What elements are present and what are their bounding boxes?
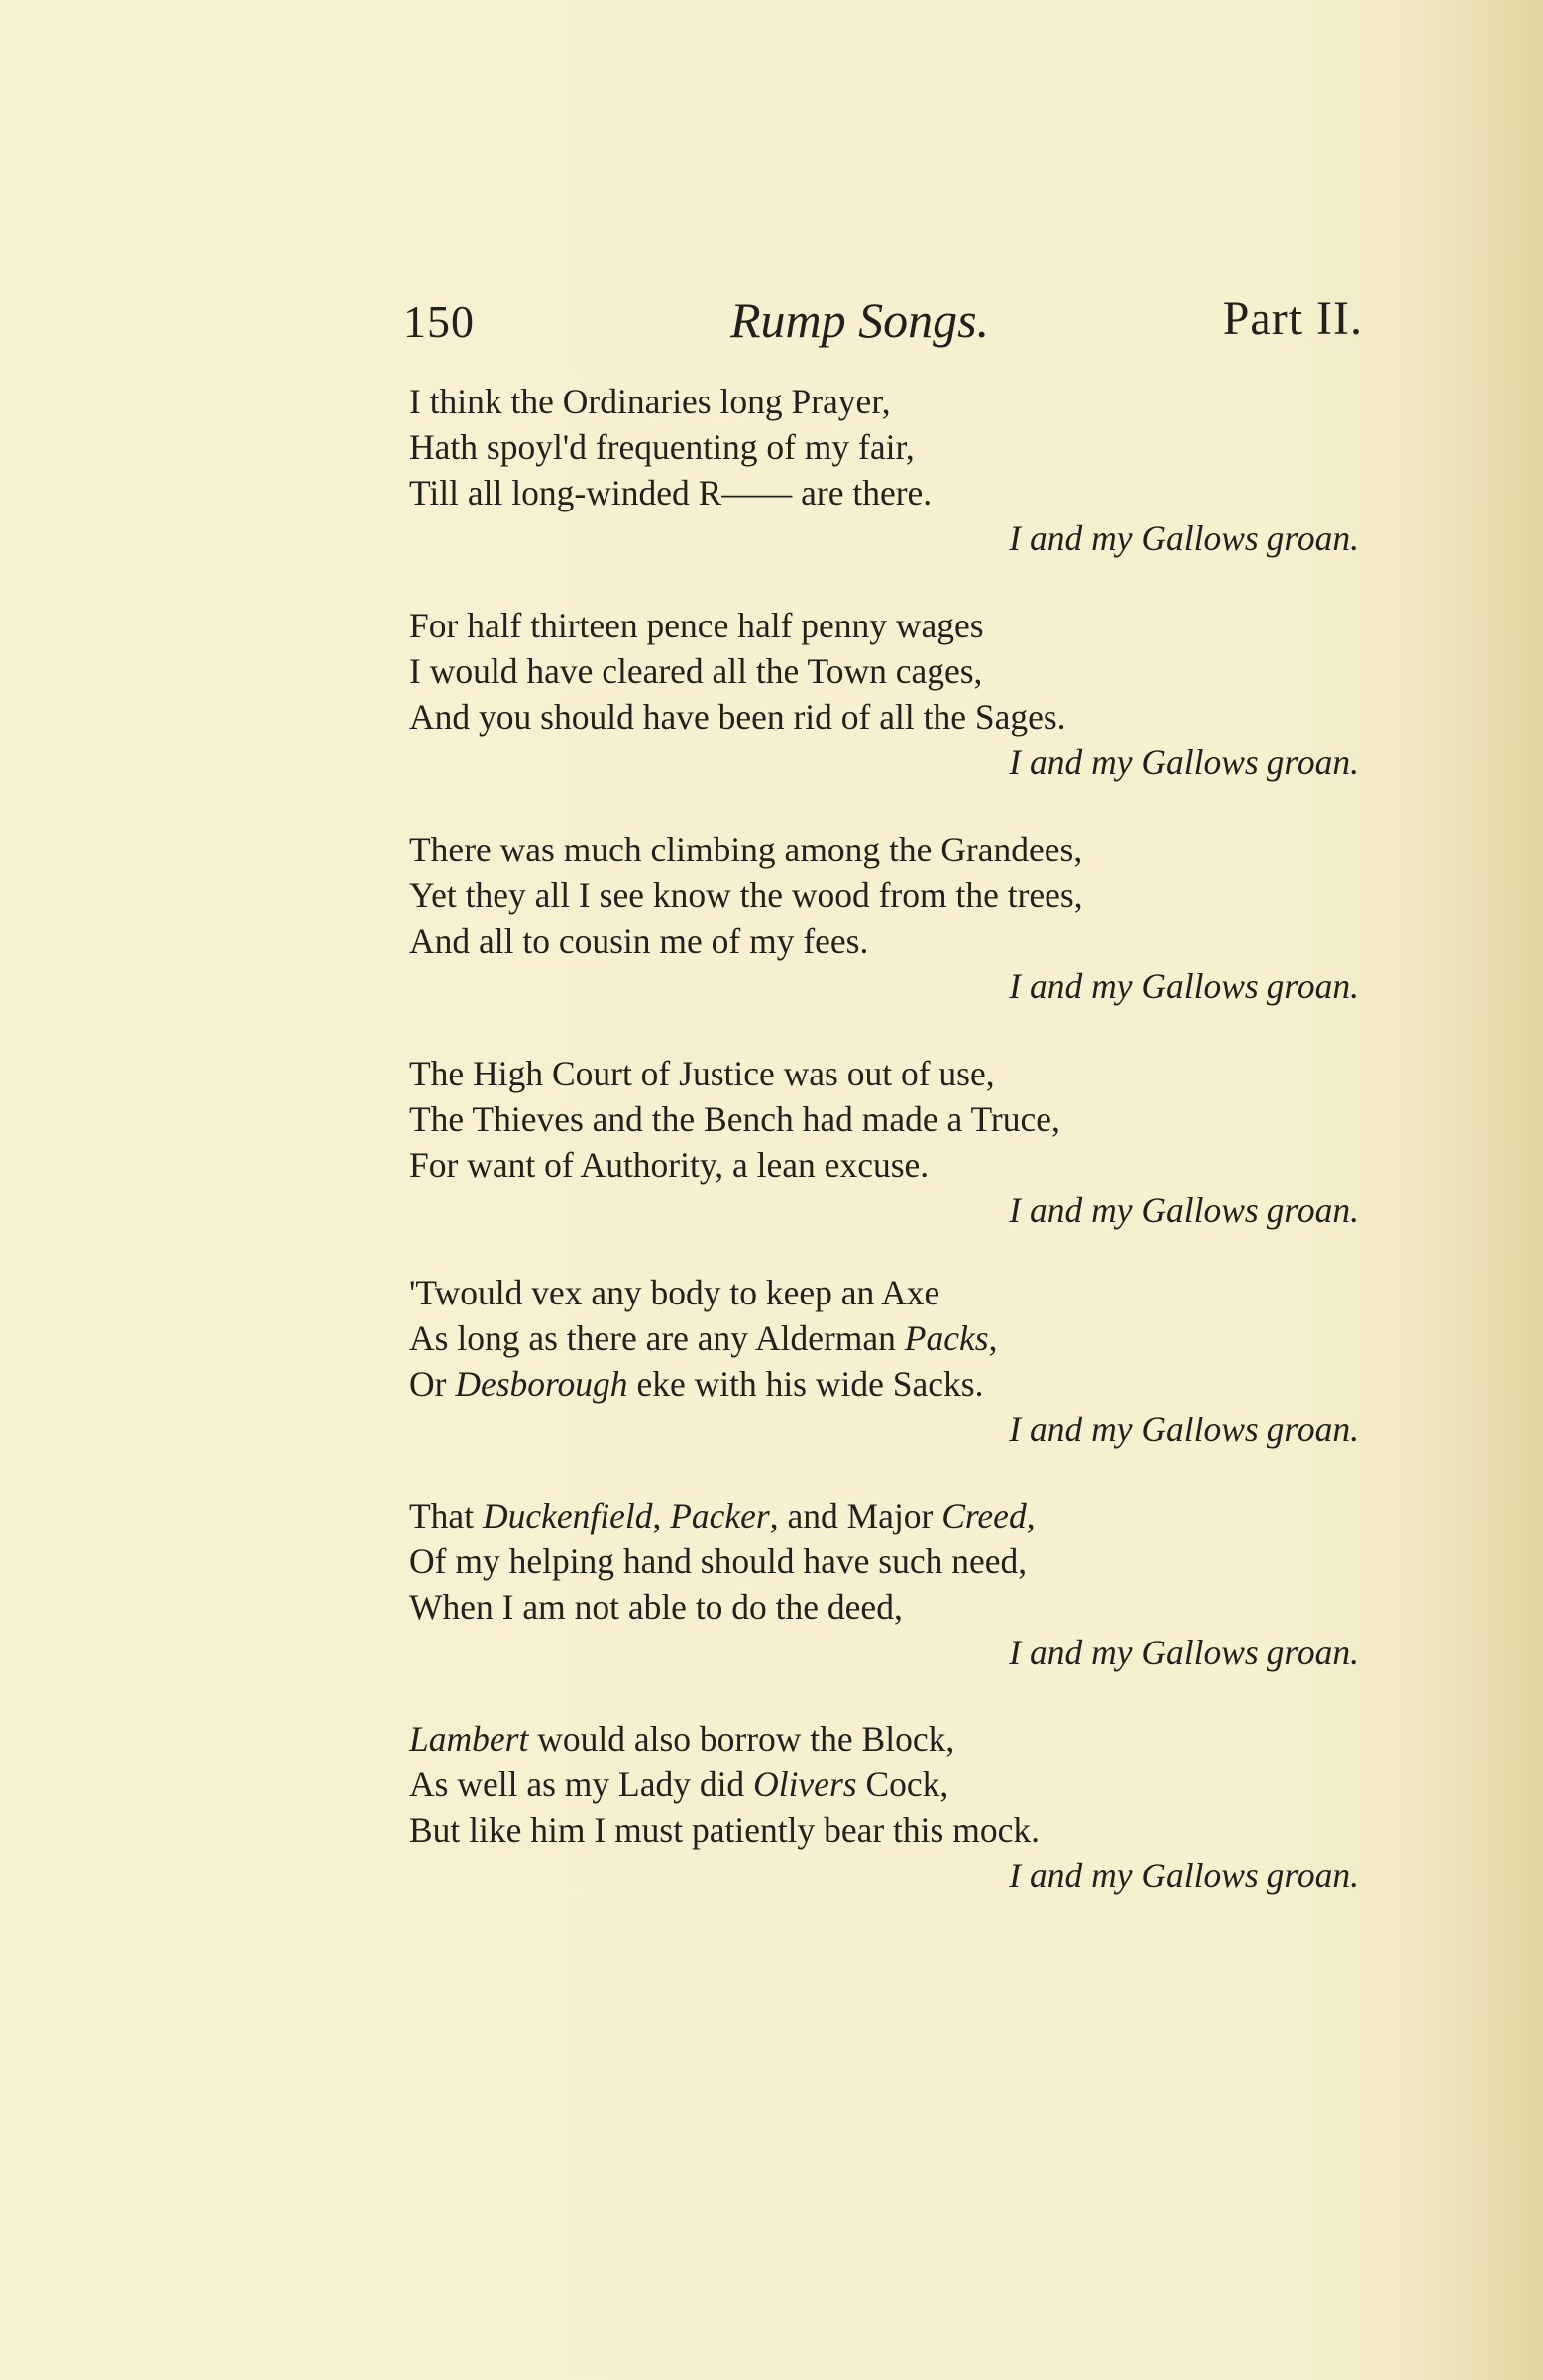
verse-line: As long as there are any Alderman Packs,: [409, 1318, 998, 1358]
verse-line: For want of Authority, a lean excuse.: [409, 1145, 930, 1185]
verse-line: Lambert would also borrow the Block,: [409, 1719, 955, 1758]
verse-line: Of my helping hand should have such need,: [409, 1541, 1028, 1581]
part-label: Part II.: [1222, 292, 1363, 345]
verse-line: 'Twould vex any body to keep an Axe: [409, 1273, 940, 1312]
stanza-5: [409, 1270, 1363, 1452]
verse-line: Till all long-winded R—— are there.: [409, 473, 933, 512]
verse-line: And you should have been rid of all the Sages.: [409, 697, 1066, 737]
verse-line: As well as my Lady did Olivers Cock,: [409, 1764, 949, 1804]
page-number: 150: [403, 296, 475, 347]
running-header: [403, 287, 1363, 357]
stanza-4: [409, 1051, 1363, 1233]
verse-line: I would have cleared all the Town cages,: [409, 651, 983, 691]
stanza-1: [409, 379, 1363, 561]
running-title: Rump Songs.: [730, 292, 990, 348]
stanza-2: [409, 603, 1363, 785]
stanza-6: [409, 1493, 1363, 1675]
stanza-7: [409, 1716, 1363, 1898]
refrain-line: I and my Gallows groan.: [1009, 742, 1359, 782]
verse-line: The High Court of Justice was out of use,: [409, 1054, 995, 1093]
refrain-line: I and my Gallows groan.: [1009, 1410, 1359, 1449]
verse-line: That Duckenfield, Packer, and Major Creed,: [409, 1496, 1036, 1535]
refrain-line: I and my Gallows groan.: [1009, 1633, 1359, 1672]
refrain-line: I and my Gallows groan.: [1009, 1190, 1359, 1230]
verse-line: There was much climbing among the Grandees,: [409, 830, 1083, 869]
verse-line: Or Desborough eke with his wide Sacks.: [409, 1364, 984, 1404]
verse-line: When I am not able to do the deed,: [409, 1587, 903, 1627]
verse-line: For half thirteen pence half penny wages: [409, 606, 984, 645]
stanza-3: [409, 827, 1363, 1009]
refrain-line: I and my Gallows groan.: [1009, 966, 1359, 1006]
verse-line: But like him I must patiently bear this mock.: [409, 1810, 1040, 1850]
refrain-line: I and my Gallows groan.: [1009, 1856, 1359, 1895]
verse-line: Yet they all I see know the wood from the trees,: [409, 875, 1083, 915]
refrain-line: I and my Gallows groan.: [1009, 518, 1359, 558]
verse-line: The Thieves and the Bench had made a Truce,: [409, 1099, 1060, 1139]
verse-line: And all to cousin me of my fees.: [409, 921, 869, 961]
verse-line: Hath spoyl'd frequenting of my fair,: [409, 427, 915, 467]
verse-line: I think the Ordinaries long Prayer,: [409, 382, 891, 421]
